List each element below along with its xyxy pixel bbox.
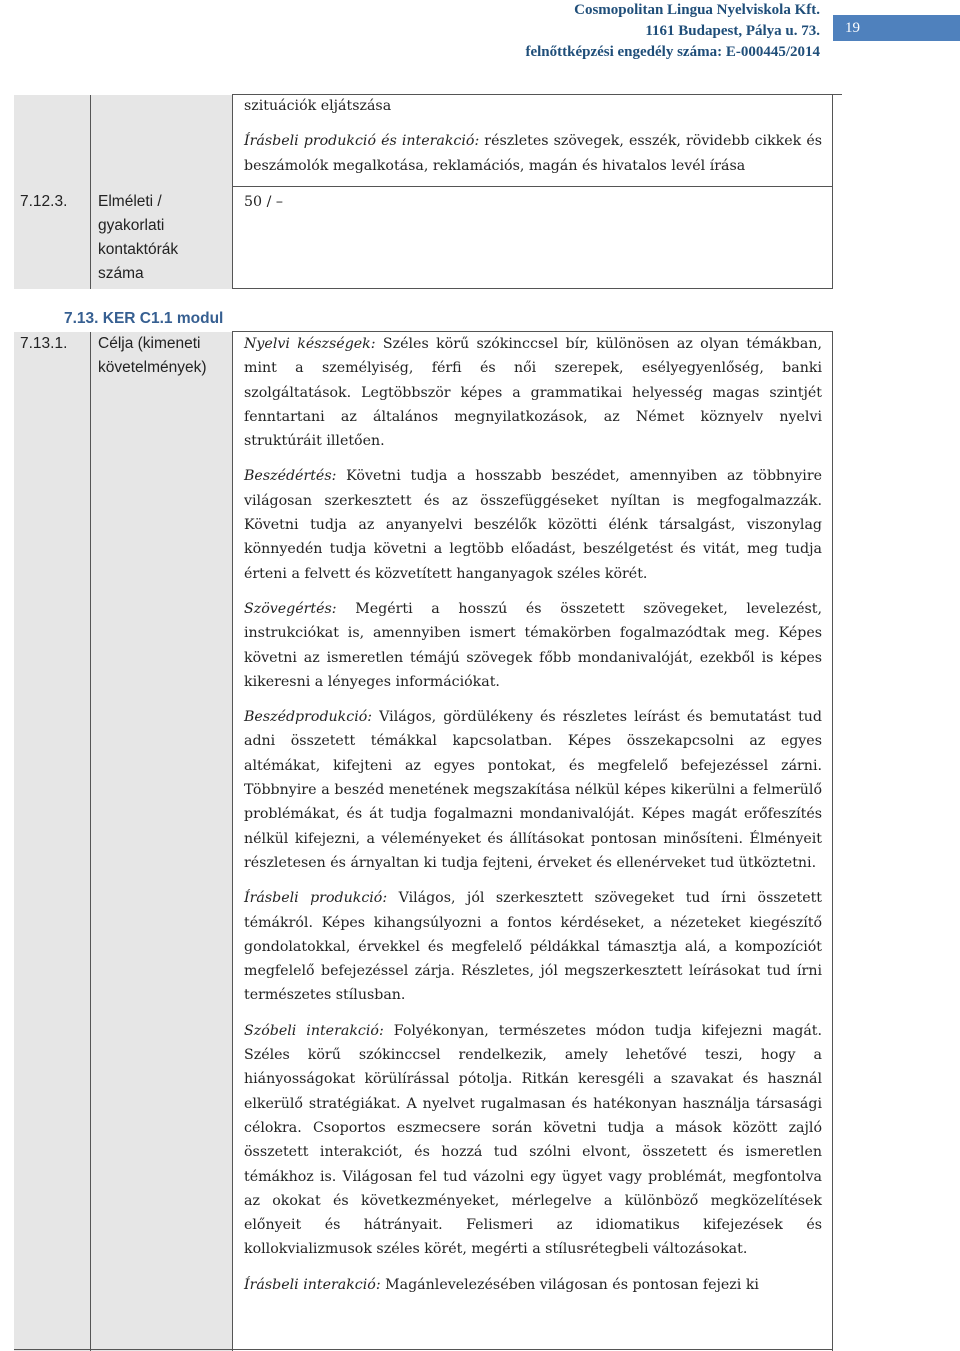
paragraph-label: Beszédértés: [244, 468, 337, 485]
goal-text [244, 332, 822, 1308]
paragraph-body: Világos, jól szerkesztett szövegeket tud írni összetett témákról. Képes kihangsúlyozni a fontos kérdéseket, a nézeteket kiegészítő gondolatokkal, érvekkel és megfelelő példákkal támasztja alá, a kompozíciót megfelelő befejezéssel zárja. Részletes, jól megszerkesztett leírásokat tud írni természetes stílusban. [244, 890, 822, 1004]
paragraph-body: Folyékonyan, természetes módon tudja kifejezni magát. Széles körű szókinccsel rendelkezik, amely lehetővé teszi, hogy a hiányosságokat körülírással pótolja. Ritkán keresgéli a szavakat és használ elkerülő stratégiákat. A nyelvet rugalmasan és hatékonyan használja társasági célokra. Csoportos eszmecsere során követni tudja a mások között zajló összetett interakciót, és hozzá tud szólni elvont, összetett és ismeretlen témákhoz is. Világosan fel tud vázolni egy ügyet vagy problémát, megfontolva az okokat és következményeket, mérlegelve a különböző megközelítések előnyeit és hátrányait. Felismeri az idiomatikus kifejezések és kollokvializmusok széles körét, megérti a stílusrétegbeli változásokat. [244, 1022, 822, 1258]
paragraph-label: Szövegértés: [244, 600, 337, 617]
paragraph-body: Megérti a hosszú és összetett szövegeket, levelezést, instrukciókat is, amennyiben ismert témakörben fogalmazódtak meg. Képes követni az ismeretlen témájú szövegek főbb mondanivalóját, ezekből is képes kikeresni a lényeges információkat. [244, 600, 822, 690]
paragraph-speaking [244, 705, 822, 875]
paragraph-label: Írásbeli produkció: [244, 890, 388, 907]
main-num-cell [14, 332, 90, 1351]
paragraph-body: Követni tudja a hosszabb beszédet, amennyiben az többnyire világosan szerkesztett és az összefüggéseket nyíltan is megfogalmazzák. Követni tudja az anyanyelvi beszélők közötti élénk társalgást, viszonylag könnyedén tudja követni a legtöbb előadást, beszélgetést és vitát, meg tudja érteni a felvett és közvetített hanganyagok széles körét. [244, 468, 822, 582]
modul-heading: 7.13. KER C1.1 modul [64, 310, 224, 327]
written-production-label: Írásbeli produkció és interakció: [244, 133, 480, 150]
company-address: 1161 Budapest, Pálya u. 73. [645, 23, 820, 39]
row-number-7-13-1: 7.13.1. [20, 335, 68, 352]
paragraph-spoken-interaction [244, 1019, 822, 1262]
company-name: Cosmopolitan Lingua Nyelviskola Kft. [574, 2, 820, 18]
contact-hours-label: Elméleti / gyakorlati kontaktórák száma [98, 193, 179, 282]
goal-label: Célja (kimeneti követelmények) [98, 335, 207, 376]
paragraph-label: Nyelvi készségek: [244, 336, 376, 352]
top-row1-text [244, 94, 822, 189]
paragraph-body: Világos, gördülékeny és részletes leírást és bemutatást tud adni összetett témákkal kapcsolatban. Képes összekapcsolni az egyes altémákat, kifejteni az egyes pontokat, és megfelelő befejezéssel zárni. Többnyire a beszéd menetének megszakítása nélkül képes kikerülni a felmerülő problémákat, és át tudja fogalmazni mondanivalóját. Képes magát erőfeszítés nélkül kifejezni, a véleményeket és állításokat pontosan minősíteni. Élményeit részletesen és árnyaltan ki tudja fejteni, érveket és ellenérveket tud ütköztetni. [244, 709, 822, 871]
paragraph-label: Szóbeli interakció: [244, 1022, 384, 1039]
paragraph-body: Széles körű szókinccsel bír, különösen az olyan témákban, mint a személyiség, férfi és női szerepek, esélyegyenlőség, banki szolgáltatások. Legtöbbször képes a grammatikai helyesség magas szintjét fenntartani az általános megnyilatkozások, az Német köznyelv nyelvi struktúráit illetően. [244, 336, 822, 450]
written-production-paragraph [244, 129, 822, 178]
paragraph-written-interaction [244, 1273, 822, 1297]
main-label-cell [91, 332, 232, 1351]
paragraph-writing [244, 886, 822, 1007]
paragraph-language-skills [244, 332, 822, 453]
paragraph-reading [244, 597, 822, 694]
paragraph-label: Írásbeli interakció: [244, 1276, 381, 1293]
situation-text: szituációk eljátszása [244, 98, 392, 114]
paragraph-listening [244, 464, 822, 585]
paragraph-body: Magánlevelezésében világosan és pontosan fejezi ki [380, 1276, 759, 1293]
page-number: 19 [833, 15, 960, 41]
contact-hours-value: 50 / – [244, 194, 283, 210]
paragraph-label: Beszédprodukció: [244, 709, 373, 726]
written-production-body: részletes szövegek, esszék, rövidebb cikkek és beszámolók megalkotása, reklamációs, magán és hivatalos levél írása [244, 133, 822, 174]
license-number: felnőttképzési engedély száma: E-000445/2014 [525, 44, 820, 60]
row-number-7-12-3: 7.12.3. [20, 193, 68, 210]
